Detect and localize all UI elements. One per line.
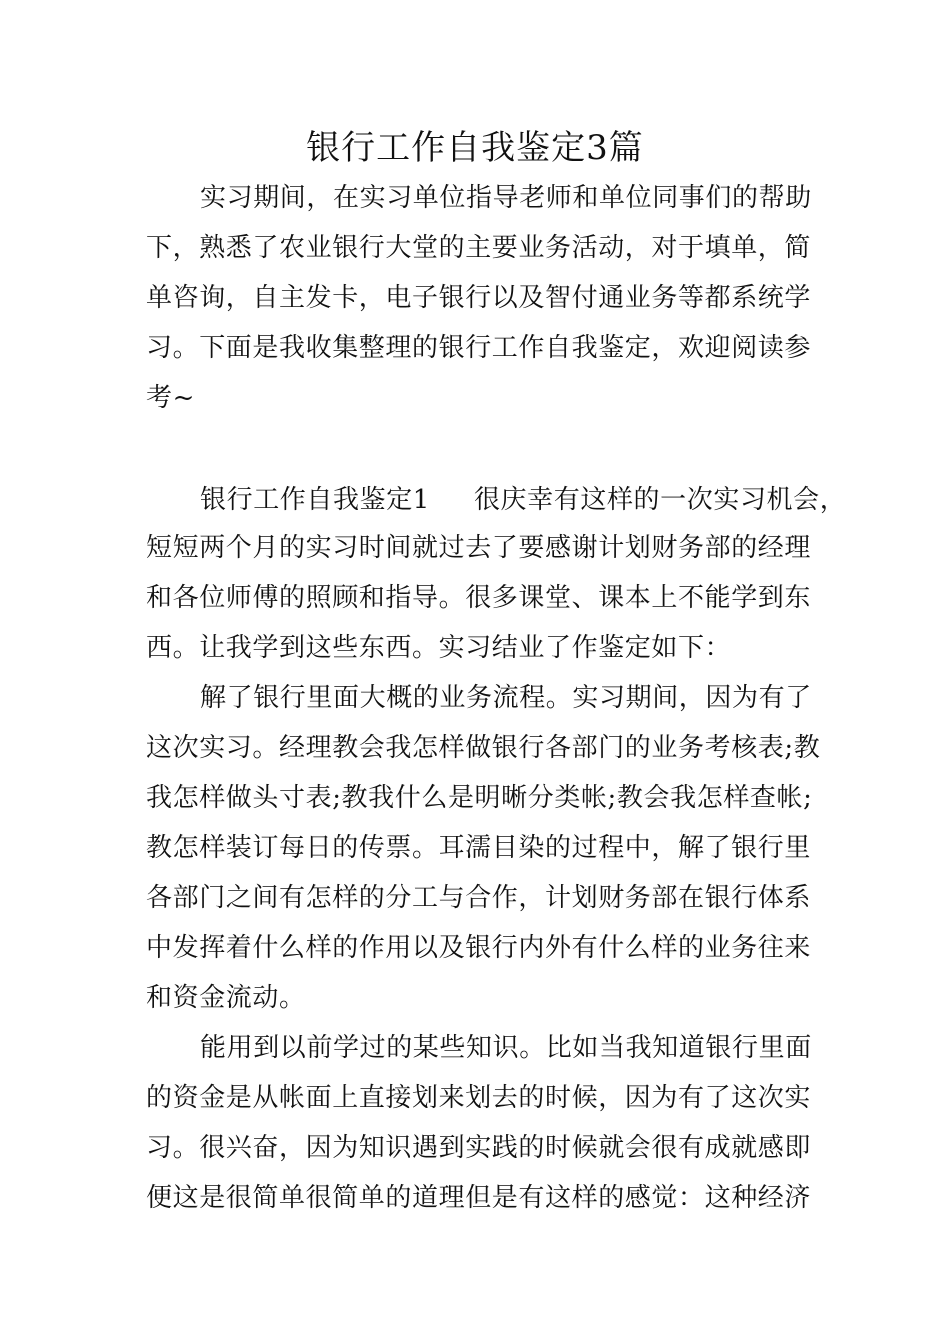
paragraph-line: 和资金流动。: [146, 983, 306, 1013]
document-title: 银行工作自我鉴定3篇: [306, 128, 644, 168]
paragraph-line: 解了银行里面大概的业务流程。实习期间，因为有了: [200, 683, 812, 713]
paragraph-line: 中发挥着什么样的作用以及银行内外有什么样的业务往来: [146, 933, 812, 963]
paragraph-line: 便这是很简单很简单的道理但是有这样的感觉：这种经济: [146, 1183, 812, 1213]
section-heading: 银行工作自我鉴定1: [200, 485, 430, 515]
paragraph-line: 这次实习。经理教会我怎样做银行各部门的业务考核表;教: [146, 733, 821, 763]
paragraph-line: 能用到以前学过的某些知识。比如当我知道银行里面: [200, 1033, 812, 1063]
paragraph-line: 的资金是从帐面上直接划来划去的时候，因为有了这次实: [146, 1083, 812, 1113]
paragraph-line: 西。让我学到这些东西。实习结业了作鉴定如下：: [146, 633, 732, 663]
intro-line: 单咨询，自主发卡，电子银行以及智付通业务等都系统学: [146, 283, 812, 313]
intro-line: 下，熟悉了农业银行大堂的主要业务活动，对于填单，简: [146, 233, 812, 263]
intro-line: 习。下面是我收集整理的银行工作自我鉴定，欢迎阅读参: [146, 333, 812, 363]
section-1-first-line: [200, 480, 846, 520]
intro-line: 实习期间，在实习单位指导老师和单位同事们的帮助: [200, 183, 812, 213]
paragraph-line: 教怎样装订每日的传票。耳濡目染的过程中，解了银行里: [146, 833, 812, 863]
paragraph-line: 各部门之间有怎样的分工与合作，计划财务部在银行体系: [146, 883, 812, 913]
paragraph-line: 短短两个月的实习时间就过去了要感谢计划财务部的经理: [146, 533, 812, 563]
paragraph-line: 习。很兴奋，因为知识遇到实践的时候就会很有成就感即: [146, 1133, 812, 1163]
paragraph-line: 和各位师傅的照顾和指导。很多课堂、课本上不能学到东: [146, 583, 812, 613]
intro-line: 考~: [146, 383, 195, 413]
paragraph-line: 我怎样做头寸表;教我什么是明晰分类帐;教会我怎样查帐;: [146, 783, 813, 813]
paragraph-line: 很庆幸有这样的一次实习机会，: [473, 485, 847, 515]
